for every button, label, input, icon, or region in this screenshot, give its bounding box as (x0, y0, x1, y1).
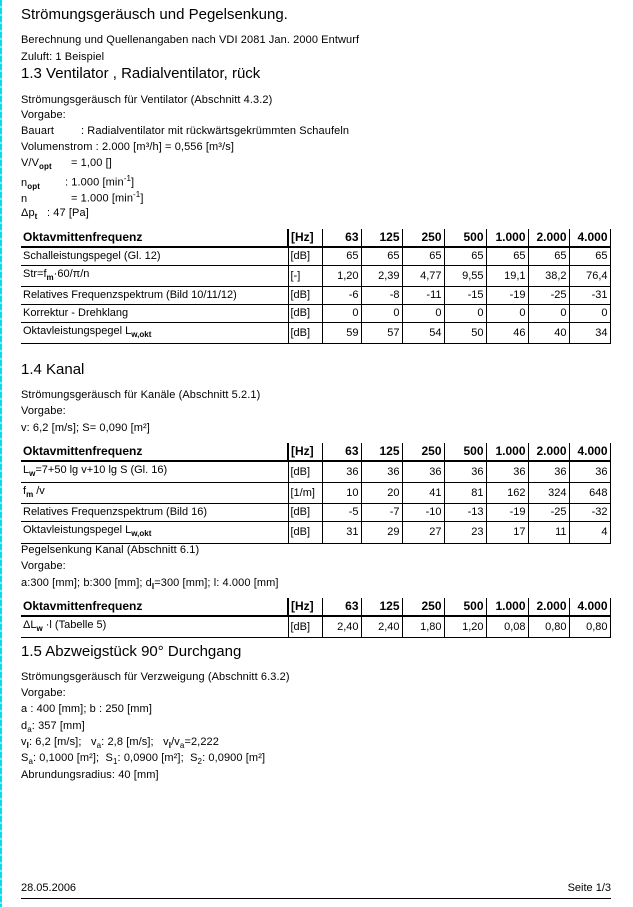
header-band: 500 (444, 229, 486, 247)
abzweig-areas: $S_a$: 0,1000 [m²]; $S_1$: 0,0900 [m²]; $S_2$: 0,0900 [m²] (21, 752, 266, 767)
row-label: $Str=f_m\cdot 60/\pi/n$ (21, 266, 288, 287)
row-value: 36 (569, 461, 610, 483)
row-value: 36 (528, 461, 569, 483)
table-row (21, 461, 610, 483)
row-label: Schalleistungspegel (Gl. 12) (21, 247, 288, 266)
row-value: 2,40 (361, 616, 402, 638)
row-value: 29 (361, 522, 402, 543)
row-value: 19,1 (486, 266, 528, 287)
row-value: 324 (528, 483, 569, 504)
document-subtitle: Berechnung und Quellenangaben nach VDI 2081 Jan. 2000 Entwurf (21, 34, 360, 46)
header-band: 63 (322, 443, 361, 461)
row-value: 648 (569, 483, 610, 504)
row-value: 11 (528, 522, 569, 543)
row-value: -10 (402, 504, 444, 522)
row-unit: [dB] (288, 504, 322, 522)
row-value: -32 (569, 504, 610, 522)
header-unit: [Hz] (288, 443, 322, 461)
n-opt-line: $n_{opt}$ : 1.000 $[\min^{-1}]$ (21, 174, 135, 191)
header-band: 125 (361, 229, 402, 247)
row-value: 0 (361, 305, 402, 323)
row-unit: [dB] (288, 305, 322, 323)
table-row (21, 323, 610, 344)
document-title: Strömungsgeräusch und Pegelsenkung. (21, 6, 288, 23)
section-1-5-vorgabe: Vorgabe: (21, 687, 66, 699)
row-unit: [dB] (288, 323, 322, 344)
header-label: Oktavmittenfrequenz (21, 229, 288, 247)
row-value: 1,80 (402, 616, 444, 638)
kanal-octave-table (21, 443, 611, 544)
row-value: -25 (528, 287, 569, 305)
table-header-row (21, 229, 610, 247)
row-value: 65 (486, 247, 528, 266)
row-unit: [dB] (288, 616, 322, 638)
header-band: 4.000 (569, 229, 610, 247)
header-band: 2.000 (528, 229, 569, 247)
row-value: 36 (361, 461, 402, 483)
ventilator-octave-table (21, 229, 611, 344)
row-value: 0,80 (569, 616, 610, 638)
row-value: 46 (486, 323, 528, 344)
header-band: 250 (402, 443, 444, 461)
row-unit: [dB] (288, 247, 322, 266)
row-value: 23 (444, 522, 486, 543)
header-band: 63 (322, 229, 361, 247)
n-line: n = 1.000 $[\min^{-1}]$ (21, 190, 144, 205)
row-value: -13 (444, 504, 486, 522)
table-row (21, 522, 610, 543)
section-1-3-vorgabe: Vorgabe: (21, 109, 66, 121)
row-value: 0 (486, 305, 528, 323)
kanal-params: v: 6,2 [m/s]; S= 0,090 [m²] (21, 422, 150, 434)
abzweig-radius: Abrundungsradius: 40 [mm] (21, 769, 159, 781)
abzweig-dims: a : 400 [mm]; b : 250 [mm] (21, 703, 152, 715)
table-row (21, 504, 610, 522)
section-1-3-subheading: Strömungsgeräusch für Ventilator (Abschnitt 4.3.2) (21, 94, 273, 106)
delta-pt-line: $\Delta p_t$ : 47 [Pa] (21, 207, 89, 222)
row-value: 59 (322, 323, 361, 344)
header-label: Oktavmittenfrequenz (21, 443, 288, 461)
row-value: 36 (444, 461, 486, 483)
row-unit: [1/m] (288, 483, 322, 504)
row-value: 9,55 (444, 266, 486, 287)
header-band: 125 (361, 598, 402, 616)
row-value: 36 (402, 461, 444, 483)
pegelsenkung-octave-table (21, 598, 611, 638)
row-value: -31 (569, 287, 610, 305)
footer-page-number: Seite 1/3 (567, 882, 611, 894)
row-value: 34 (569, 323, 610, 344)
row-value: 36 (322, 461, 361, 483)
row-value: -5 (322, 504, 361, 522)
row-value: 2,39 (361, 266, 402, 287)
footer-divider (21, 898, 611, 899)
row-value: 0 (402, 305, 444, 323)
table-row (21, 616, 610, 638)
row-label: Oktavleistungspegel $L_{w,okt}$ (21, 323, 288, 344)
section-1-4-subheading: Strömungsgeräusch für Kanäle (Abschnitt 5.2.1) (21, 389, 261, 401)
row-value: 38,2 (528, 266, 569, 287)
row-value: 0 (569, 305, 610, 323)
footer-date: 28.05.2006 (21, 882, 77, 894)
header-band: 1.000 (486, 598, 528, 616)
row-value: 17 (486, 522, 528, 543)
table-row (21, 305, 610, 323)
row-label: Oktavleistungspegel $L_{w,okt}$ (21, 522, 288, 543)
row-value: 65 (528, 247, 569, 266)
row-value: -19 (486, 287, 528, 305)
header-unit: [Hz] (288, 229, 322, 247)
v-ratio-line: $V/V_{opt} = 1,00$ [] (21, 157, 112, 172)
row-value: 4 (569, 522, 610, 543)
row-value: 0 (528, 305, 569, 323)
row-value: 4,77 (402, 266, 444, 287)
row-value: 65 (402, 247, 444, 266)
row-value: -25 (528, 504, 569, 522)
row-label: Relatives Frequenzspektrum (Bild 10/11/12) (21, 287, 288, 305)
bauart-value: : Radialventilator mit rückwärtsgekrümmten Schaufeln (81, 125, 350, 137)
abzweig-da: $d_a$: 357 [mm] (21, 720, 85, 735)
header-band: 2.000 (528, 443, 569, 461)
row-value: 0,08 (486, 616, 528, 638)
table-row (21, 483, 610, 504)
header-band: 63 (322, 598, 361, 616)
row-unit: [-] (288, 266, 322, 287)
row-value: 1,20 (444, 616, 486, 638)
row-value: 162 (486, 483, 528, 504)
row-label: $f_m$ /v (21, 483, 288, 504)
section-1-4-vorgabe: Vorgabe: (21, 405, 66, 417)
row-value: 0,80 (528, 616, 569, 638)
table-header-row (21, 598, 610, 616)
row-value: -19 (486, 504, 528, 522)
row-value: 81 (444, 483, 486, 504)
row-value: 10 (322, 483, 361, 504)
row-label: Relatives Frequenzspektrum (Bild 16) (21, 504, 288, 522)
header-band: 4.000 (569, 443, 610, 461)
row-value: -8 (361, 287, 402, 305)
row-value: 36 (486, 461, 528, 483)
v-ratio-value: = 1,00 [] (71, 157, 112, 169)
row-value: 54 (402, 323, 444, 344)
header-band: 1.000 (486, 443, 528, 461)
row-value: -7 (361, 504, 402, 522)
pegelsenkung-subheading: Pegelsenkung Kanal (Abschnitt 6.1) (21, 544, 200, 556)
section-1-4-heading: 1.4 Kanal (21, 361, 85, 378)
pegelsenkung-params: a:300 [mm]; b:300 [mm]; $d_I=300$ [mm]; l: 4.000 [mm] (21, 577, 279, 592)
section-1-5-heading: 1.5 Abzweigstück 90° Durchgang (21, 643, 242, 660)
header-band: 4.000 (569, 598, 610, 616)
row-value: 50 (444, 323, 486, 344)
header-band: 125 (361, 443, 402, 461)
header-band: 250 (402, 598, 444, 616)
row-value: 65 (569, 247, 610, 266)
header-label: Oktavmittenfrequenz (21, 598, 288, 616)
row-value: 31 (322, 522, 361, 543)
bauart-label: Bauart (21, 125, 55, 137)
bauart-line (21, 125, 349, 137)
row-value: 1,20 (322, 266, 361, 287)
row-value: 65 (444, 247, 486, 266)
row-unit: [dB] (288, 461, 322, 483)
row-value: 0 (444, 305, 486, 323)
row-value: 41 (402, 483, 444, 504)
row-value: 2,40 (322, 616, 361, 638)
row-value: 0 (322, 305, 361, 323)
row-value: -6 (322, 287, 361, 305)
row-value: 76,4 (569, 266, 610, 287)
section-1-5-subheading: Strömungsgeräusch für Verzweigung (Abschnitt 6.3.2) (21, 671, 290, 683)
row-unit: [dB] (288, 287, 322, 305)
section-1-3-heading: 1.3 Ventilator , Radialventilator, rück (21, 65, 261, 82)
table-row (21, 266, 610, 287)
row-value: -15 (444, 287, 486, 305)
row-value: 20 (361, 483, 402, 504)
table-header-row (21, 443, 610, 461)
row-label: $L_w=7+50$ lg v+10 lg S (Gl. 16) (21, 461, 288, 483)
row-value: 57 (361, 323, 402, 344)
table-row (21, 247, 610, 266)
table-row (21, 287, 610, 305)
header-band: 1.000 (486, 229, 528, 247)
header-band: 250 (402, 229, 444, 247)
row-label: Korrektur - Drehklang (21, 305, 288, 323)
pegelsenkung-vorgabe: Vorgabe: (21, 560, 66, 572)
row-unit: [dB] (288, 522, 322, 543)
row-value: 65 (361, 247, 402, 266)
header-band: 2.000 (528, 598, 569, 616)
row-value: 65 (322, 247, 361, 266)
document-example: Zuluft: 1 Beispiel (21, 51, 105, 63)
row-value: 27 (402, 522, 444, 543)
abzweig-velocities: $v_I$: 6,2 [m/s]; $v_a$: 2,8 [m/s]; $v_I/v_a=2,222$ (21, 736, 219, 751)
header-band: 500 (444, 598, 486, 616)
row-value: 40 (528, 323, 569, 344)
header-band: 500 (444, 443, 486, 461)
row-label: $\Delta L_w \cdot l$ (Tabelle 5) (21, 616, 288, 638)
header-unit: [Hz] (288, 598, 322, 616)
row-value: -11 (402, 287, 444, 305)
page-edge-marker (0, 0, 2, 907)
volumenstrom-line: Volumenstrom : 2.000 [m³/h] = 0,556 [m³/s] (21, 141, 234, 153)
